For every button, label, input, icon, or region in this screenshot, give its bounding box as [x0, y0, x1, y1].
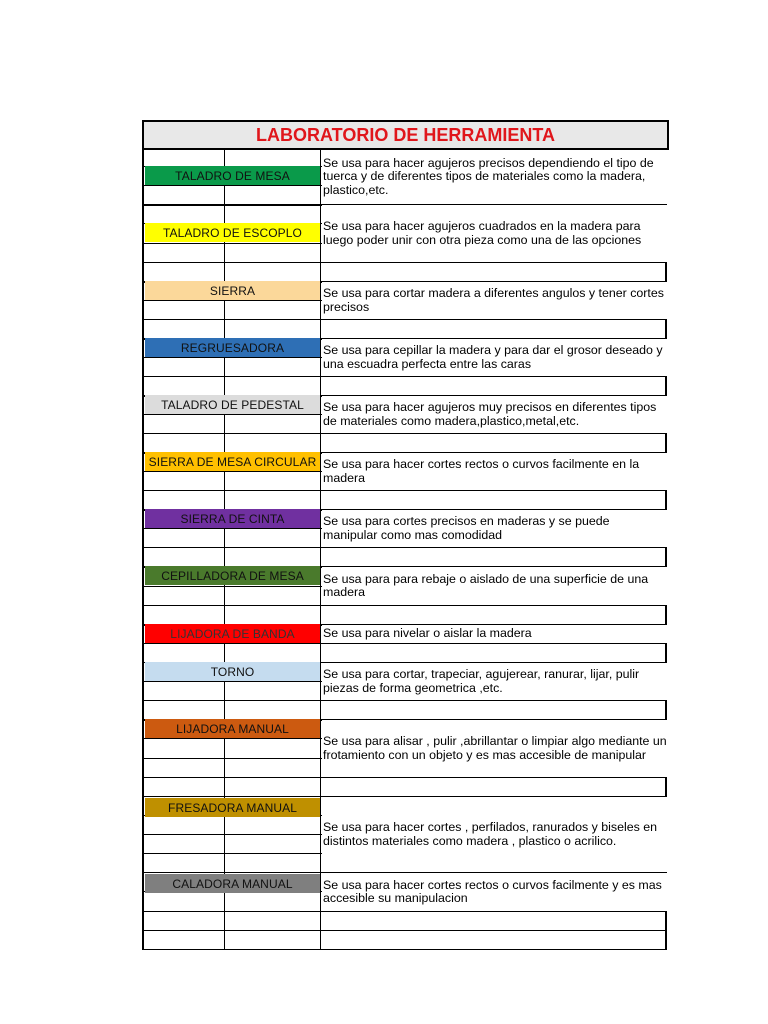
tool-label: TALADRO DE PEDESTAL: [145, 395, 320, 414]
tool-label: TORNO: [145, 662, 320, 681]
grid-line: [142, 930, 667, 931]
tool-label: SIERRA: [145, 281, 320, 300]
grid-line: [142, 911, 667, 912]
grid-line: [142, 605, 667, 606]
tool-label: REGRUESADORA: [145, 338, 320, 357]
tool-label: SIERRA DE MESA CIRCULAR: [145, 452, 320, 471]
tool-label: CALADORA MANUAL: [145, 874, 320, 893]
grid-line: [142, 949, 667, 950]
page-title: LABORATORIO DE HERRAMIENTA: [142, 120, 669, 150]
grid-line: [142, 148, 667, 149]
grid-line: [142, 643, 667, 644]
grid-line: [142, 433, 667, 434]
tool-label: CEPILLADORA DE MESA: [145, 566, 320, 585]
tool-description: Se usa para cortar madera a diferentes angulos y tener cortes precisos: [322, 282, 667, 319]
tool-description: Se usa para hacer cortes rectos o curvos facilmente y es mas accesible su manipulacion: [322, 873, 667, 911]
tool-description: Se usa para hacer agujeros precisos dependiendo el tipo de tuerca y de diferentes tipos de materiales como la madera, plastico,etc.: [322, 150, 667, 204]
tool-description: Se usa para hacer cortes rectos o curvos facilmente en la madera: [322, 453, 667, 490]
grid-line: [142, 262, 667, 263]
tool-description: Se usa para hacer cortes , perfilados, ranurados y biseles en distintos materiales como madera , plastico o acrilico.: [322, 797, 667, 872]
grid-line: [142, 547, 667, 548]
grid-line: [142, 319, 667, 320]
tool-table: [142, 120, 667, 952]
tool-label: LIJADORA DE BANDA: [145, 624, 320, 643]
tool-label: LIJADORA MANUAL: [145, 719, 320, 738]
tool-label: SIERRA DE CINTA: [145, 509, 320, 528]
grid-line: [142, 376, 667, 377]
grid-line: [142, 777, 667, 778]
column-divider: [224, 148, 225, 950]
tool-label: TALADRO DE MESA: [145, 166, 320, 185]
tool-label: TALADRO DE ESCOPLO: [145, 223, 320, 242]
column-divider: [142, 148, 144, 950]
tool-label: FRESADORA MANUAL: [145, 798, 320, 817]
tool-description: Se usa para nivelar o aislar la madera: [322, 625, 667, 643]
tool-description: Se usa para alisar , pulir ,abrillantar o limpiar algo mediante un frotamiento con un objeto y es mas accesible de manipular: [322, 720, 667, 777]
tool-description: Se usa para cepillar la madera y para dar el grosor deseado y una escuadra perfecta entre las caras: [322, 339, 667, 376]
tool-description: Se usa para cortes precisos en maderas y se puede manipular como mas comodidad: [322, 510, 667, 547]
tool-description: Se usa para para rebaje o aislado de una superficie de una madera: [322, 567, 667, 605]
grid-line: [142, 490, 667, 491]
grid-line: [142, 700, 667, 701]
column-divider: [320, 148, 321, 950]
tool-description: Se usa para hacer agujeros cuadrados en la madera para luego poder unir con otra pieza como una de las opciones: [322, 205, 667, 262]
tool-description: Se usa para hacer agujeros muy precisos en diferentes tipos de materiales como madera,plastico,metal,etc.: [322, 396, 667, 433]
tool-description: Se usa para cortar, trapeciar, agujerear, ranurar, lijar, pulir piezas de forma geometrica ,etc.: [322, 663, 667, 700]
